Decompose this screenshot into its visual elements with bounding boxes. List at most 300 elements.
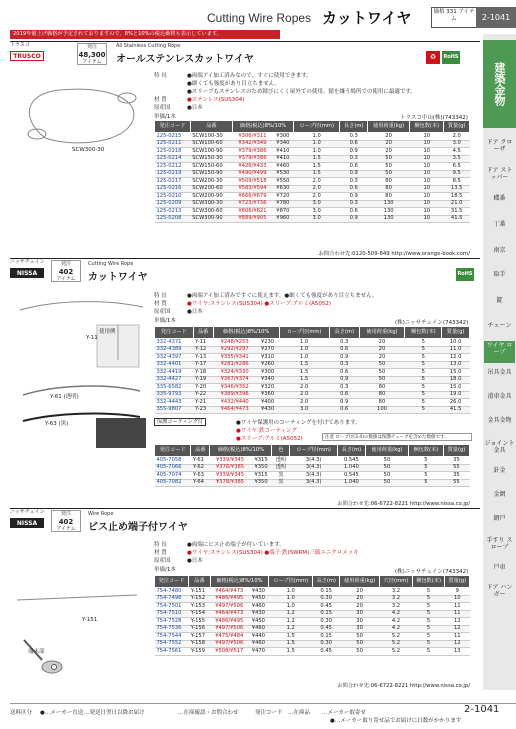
header-page-number: 2-1041 [476,7,516,28]
table-cell: 2.0 [293,178,339,186]
table-cell: 125-0212 [155,163,191,171]
column-header: 品番 [193,327,213,339]
table-cell: 41.5 [444,215,470,223]
table-cell: 2.0 [444,133,470,141]
table-cell: 10 [410,163,444,171]
table-cell: 50 [339,640,379,648]
sec3-image-label-2: 端末部 [28,649,45,655]
table-cell: ¥464/¥473 [213,406,256,414]
table-cell: 5 [408,457,443,465]
table-cell: 5 [405,346,442,354]
table-cell: ¥509/¥518 [233,178,273,186]
footer-next-day: …発送日翌日以降お届け [84,710,145,716]
table-cell: 405-7074 [155,472,191,480]
table-cell: 13.0 [442,361,470,369]
footer-maker-direct: ●…メーカー直送 [40,710,84,716]
footer-order-code: 発注コード [255,710,283,716]
table-cell: ¥497/¥506 [210,603,248,611]
table-row [155,133,470,141]
sidebar-item-door-hanger[interactable]: ドア ハンガー [486,584,513,598]
table-cell: 10 [410,133,444,141]
sec3-origin: ●日本 [187,558,203,564]
table-cell: 15.0 [442,369,470,377]
table-cell: 50 [368,163,410,171]
column-header: ロープ径(mm) [290,445,337,457]
table-cell: 3.2 [380,603,412,611]
table-cell: 0.6 [340,185,368,193]
table-cell: 1.0 [269,595,313,603]
table-cell: SCW100-90 [190,148,232,156]
table-row [155,588,470,596]
table-cell: ¥430 [256,406,279,414]
table-cell: 9.5 [444,170,470,178]
table-row [155,208,470,216]
table-cell: 50 [339,633,379,641]
table-cell: ¥486/¥495 [210,618,248,626]
table-cell: 0.6 [329,391,359,399]
table-cell: 2.0 [279,391,329,399]
sec2-coating-note: 注意 ロープ径(3.4)の数値は保護チューブを含めた数値です。 [322,433,472,441]
column-header: 発注コード [155,445,191,457]
table-cell: 5 [405,339,442,347]
table-cell: 20 [368,140,410,148]
table-cell: ¥806/¥821 [233,208,273,216]
table-cell: Y-155 [189,618,211,626]
table-cell: ¥379/¥386 [233,148,273,156]
table-cell: ¥630 [272,185,293,193]
table-row [155,464,470,472]
table-cell: 125-0209 [155,200,191,208]
sec1-brand-logo: TRUSCO [10,51,44,61]
table-cell: ¥666/¥679 [233,193,273,201]
column-header: 長さ(m) [340,121,368,133]
table-cell: 1.0 [293,148,339,156]
table-cell: 5 [405,406,442,414]
footer-order-in: …メーカー取寄せ [322,710,366,716]
table-cell: 1.0 [269,603,313,611]
table-cell: 332-4419 [155,369,194,377]
table-cell: 20 [339,588,379,596]
sidebar-item-wire-rope[interactable]: ワイヤ ロープ [484,341,515,363]
table-cell: 5 [405,391,442,399]
table-cell: 20 [359,339,404,347]
table-cell: ¥300 [256,369,279,377]
table-cell: 10 [410,208,444,216]
table-cell: 0.3 [329,384,359,392]
sec1-image-label: SCW300-30 [72,147,105,153]
table-header-row [155,445,470,457]
table-cell: 1.5 [269,648,313,656]
table-cell: 335-9793 [155,391,194,399]
table-cell: SCW200-60 [190,185,232,193]
table-cell: 0.6 [329,346,359,354]
column-header: 質量(g) [443,445,469,457]
table-cell: 4.2 [380,625,412,633]
table-cell: Y-151 [189,588,211,596]
table-cell: 0.45 [313,603,340,611]
table-cell: 3.0 [293,208,339,216]
table-cell: ¥339/¥345 [210,472,250,480]
sec2-item-count: 発注 402 アイテム [51,260,81,282]
table-cell: 12 [445,618,470,626]
table-cell: 80 [368,185,410,193]
sidebar-item-hinge2[interactable]: 丁番 [493,221,506,228]
table-cell: Y-17 [193,361,213,369]
sec2-coating-feature: ●ワイヤ保護用のコーティングを付けてあります。 [236,420,361,426]
table-cell: 50 [366,472,409,480]
table-cell: 50 [366,457,409,465]
sidebar-item-handrail[interactable]: 手すり スロープ [486,537,513,551]
table-cell: 5 [412,618,445,626]
table-cell: 50 [359,361,404,369]
rohs-icon: RoHS [456,268,474,281]
table-row [155,618,470,626]
table-cell: 3.2 [380,595,412,603]
sec1-contact: お問合わせ先:0120-509-849 http://www.orange-book.com/ [318,251,470,257]
table-cell: 30 [339,610,379,618]
table-cell: SCW100-60 [190,140,232,148]
table-cell: ¥475/¥484 [210,633,248,641]
table-cell: 5 [405,369,442,377]
table-row [155,648,470,656]
table-cell: 20 [339,603,379,611]
table-row [155,215,470,223]
table-cell: 3(4.3) [290,472,337,480]
table-cell: 3.0 [279,406,329,414]
table-cell: 5.2 [380,633,412,641]
table-cell: SCW300-60 [190,208,232,216]
sec1-feature-label: 特 長 [154,73,167,79]
sec2-product-name: カットワイヤ [88,272,148,283]
column-header: 発注コード [155,576,189,588]
table-header-row [155,576,470,588]
sec3-feature-1: ●両端にビス止め端子が付いています。 [187,542,285,548]
table-cell: 1.0 [279,339,329,347]
sec1-item-count: 発注 48,300 アイテム [78,44,106,65]
table-cell: ¥342/¥349 [233,140,273,148]
footer-order-note: ●…メーカー取り寄せ品でお届けに日数がかかります [330,718,462,724]
table-cell: 26.0 [442,399,470,407]
column-header: 梱包数(本) [412,576,445,588]
table-cell: ¥960 [272,215,293,223]
table-row [155,384,470,392]
sec2-image-label-3: Y-63 (黒) [45,421,69,427]
table-cell: Y-22 [193,391,213,399]
table-cell: 100 [359,406,404,414]
table-cell: ¥780 [272,200,293,208]
table-cell: 1.2 [269,618,313,626]
table-cell: Y-158 [189,640,211,648]
table-cell: 55 [443,479,469,487]
sec2-brand: ニッサチェイン [10,259,45,265]
sidebar-item-hardware[interactable]: 金具金物 [487,417,512,424]
sec1-feature-3: ●スリーブもステンレスのため錆びにくく屋外での使用、錆を嫌う場所での使用に最適です。 [187,89,416,95]
sec1-material: ●ステンレス(SUS304) [187,97,245,103]
table-cell: 0.15 [313,588,340,596]
column-header: ロープ径(mm) [293,121,339,133]
table-header-row [155,121,470,133]
table-cell: ¥410 [272,148,293,156]
table-cell: 0.9 [329,354,359,362]
table-row [155,595,470,603]
table-cell: 12 [445,640,470,648]
column-header: ロープ径(mm) [279,327,329,339]
section-divider [10,41,480,42]
table-row [155,354,470,362]
table-cell: ¥300 [272,133,293,141]
table-cell: 5.2 [380,640,412,648]
table-cell: 0.15 [313,610,340,618]
table-cell: 3.2 [380,588,412,596]
sec1-origin-label: 原産国 [154,105,171,111]
table-cell: 1.040 [337,464,365,472]
sec1-maker: トラスコ中山(株)(743342) [400,115,468,121]
table-cell: 405-7066 [155,464,191,472]
table-cell: 3.5 [444,155,470,163]
table-cell: ¥426/¥433 [233,163,273,171]
table-cell: 黒 [272,479,290,487]
table-cell: ¥281/¥286 [213,361,256,369]
sidebar-item-chain[interactable]: チェーン [487,322,512,329]
column-header: 品番 [190,121,232,133]
table-cell: ¥230 [256,339,279,347]
table-cell: ¥346/¥352 [213,384,256,392]
table-cell: 1.5 [293,170,339,178]
price-notice: 2019年値上げ価格が予定されておりますので、8%と10%の税込価格も表示しています。 [10,30,280,39]
table-cell: 0.545 [337,457,365,465]
table-cell: 1.5 [269,640,313,648]
eco-icon: ♻ [426,51,440,64]
table-cell: 20 [359,354,404,362]
table-cell: 5 [405,384,442,392]
table-cell: Y-63 [191,472,210,480]
table-cell: ¥350 [250,479,272,487]
table-cell: 125-0218 [155,148,191,156]
table-cell: ¥379/¥386 [233,155,273,163]
sec3-contact: お問合わせ先:06-6722-8221 http://www.nissa.co.jp/ [337,683,470,689]
sec1-wire-image [15,78,140,148]
table-cell: ¥464/¥473 [210,610,248,618]
table-cell: Y-154 [189,610,211,618]
table-cell: Y-23 [193,406,213,414]
table-cell: 13.5 [444,185,470,193]
sidebar-item-screen[interactable]: 網戸 [493,515,506,522]
table-cell: 1.5 [293,155,339,163]
table-cell: 55 [443,464,469,472]
table-cell: 2.0 [293,185,339,193]
sec3-wire-image [12,575,142,685]
table-cell: 125-0211 [155,140,191,148]
sidebar-item-joint[interactable]: ジョイント 金具 [484,440,515,454]
column-header: 梱包数(本) [405,327,442,339]
table-cell: 335-6582 [155,384,194,392]
table-cell: ¥723/¥736 [233,200,273,208]
table-row [155,369,470,377]
table-cell: ¥340 [272,140,293,148]
table-cell: 1.0 [279,346,329,354]
column-header: 穴径(mm) [380,576,412,588]
table-row [155,200,470,208]
table-cell: ¥335/¥341 [213,354,256,362]
sec3-maker: (株)ニッサチェイン(743342) [395,569,469,575]
table-cell: 透明 [272,464,290,472]
column-header: 発注コード [155,121,191,133]
sidebar-item-hanging[interactable]: 吊具金具 [487,369,512,376]
sec2-coating-box: 保護コーティング付 [154,418,206,426]
table-cell: 125-0215 [155,133,191,141]
table-cell: 130 [368,208,410,216]
sec2-coating-material-1: ●ワイヤ:鉄コーティング [236,428,297,434]
sec2-image-label-2: Y-61 (透明) [50,394,79,400]
sidebar-item-door-stopper[interactable]: ドア ストッパー [486,167,513,181]
sidebar-item-hinge[interactable]: 蝶番 [493,195,506,202]
column-header: 使用荷重(kg) [339,576,379,588]
table-cell: 405-7082 [155,479,191,487]
footer-stock: …在庫品 [288,710,311,716]
table-cell: ¥470 [248,648,268,656]
sec2-maker: (株)ニッサチェイン(743342) [395,320,469,326]
column-header: 価格(税込)8%/10% [210,576,268,588]
table-cell: 2.0 [293,193,339,201]
table-cell: 754-7510 [155,610,189,618]
sec2-material-label: 材 質 [154,301,167,307]
sidebar-item-pulley[interactable]: 滑車金具 [487,393,512,400]
table-cell: ¥490/¥499 [233,170,273,178]
table-cell: 1.0 [279,354,329,362]
column-header: 質量(g) [442,327,470,339]
table-cell: 0.6 [329,406,359,414]
sidebar-item-handle[interactable]: 取手 [493,271,506,278]
table-cell: 1.0 [293,133,339,141]
table-cell: ¥720 [272,193,293,201]
table-cell: 754-7552 [155,640,189,648]
sec3-brand-logo: NISSA [10,518,44,528]
table-cell: 0.15 [313,633,340,641]
sec2-origin: ●日本 [187,309,203,315]
table-cell: 5 [408,472,443,480]
table-cell: 5 [412,633,445,641]
table-cell: ¥400 [256,399,279,407]
table-row [155,399,470,407]
table-cell: 0.45 [313,625,340,633]
table-cell: ¥260 [256,361,279,369]
table-cell: ¥389/¥396 [213,391,256,399]
sec3-feature-label: 特 長 [154,542,167,548]
table-cell: 3(4.3) [290,457,337,465]
sec1-feature-2: ●細くても強度があり目立ちません。 [187,81,281,87]
sec2-usage-label: 使用例 [99,329,116,335]
table-row [155,610,470,618]
table-cell: 80 [359,399,404,407]
sidebar-item-nankin[interactable]: 南京 [493,247,506,254]
table-cell: 0.3 [329,361,359,369]
table-row [155,457,470,465]
table-cell: Y-62 [191,464,210,472]
table-row [155,472,470,480]
table-row [155,640,470,648]
sec1-feature-1: ●両端アイ加工済みなので、すぐに使用できます。 [187,73,312,79]
table-row [155,406,470,414]
sec3-material-label: 材 質 [154,550,167,556]
table-cell: 50 [339,648,379,656]
table-cell: 0.6 [340,163,368,171]
table-cell: 6.5 [444,163,470,171]
column-header: ロープ径(mm) [269,576,313,588]
sidebar-item-wire[interactable]: 針金 [493,467,506,474]
table-cell: 1.0 [293,140,339,148]
table-row [155,140,470,148]
table-cell: 10 [410,170,444,178]
table-row [155,361,470,369]
sec2-usage-photo [96,418,146,448]
table-cell: 5 [408,479,443,487]
column-header: 色 [272,445,290,457]
table-cell: 10 [410,155,444,163]
rohs-icon: RoHS [442,51,460,64]
sec1-material-label: 材 質 [154,97,167,103]
table-cell: 125-0219 [155,170,191,178]
table-row [155,479,470,487]
table-cell: ¥464/¥473 [210,588,248,596]
table-cell: 5 [408,464,443,472]
table-cell: SCW100-30 [190,133,232,141]
table-cell: 19.0 [442,391,470,399]
table-cell: 10 [410,193,444,201]
table-cell: 1.5 [279,376,329,384]
table-cell: 1.2 [269,625,313,633]
table-cell: 1.5 [279,369,329,377]
table-cell: 754-7544 [155,633,189,641]
table-cell: 13 [445,648,470,656]
table-cell: 20 [339,595,379,603]
table-cell: ¥583/¥594 [233,185,273,193]
sidebar-item-mesh[interactable]: 金網 [493,491,506,498]
table-cell: Y-20 [193,384,213,392]
table-cell: ¥350 [250,464,272,472]
table-cell: 125-0216 [155,185,191,193]
column-header: 梱包数(本) [410,121,444,133]
table-cell: 0.3 [329,339,359,347]
table-cell: SCW150-90 [190,170,232,178]
column-header: 梱包数(本) [408,445,443,457]
table-cell: 11 [445,610,470,618]
sidebar-item-door-closer[interactable]: ドア クローザ [486,139,513,153]
table-cell: 754-7561 [155,648,189,656]
table-cell: 31.5 [444,208,470,216]
table-cell: 0.545 [337,472,365,480]
table-cell: 21.0 [444,200,470,208]
table-cell: Y-152 [189,595,211,603]
table-cell: 8.5 [444,178,470,186]
table-cell: ¥248/¥253 [213,339,256,347]
table-cell: ¥378/¥385 [210,464,250,472]
table-cell: 5 [405,399,442,407]
table-cell: 0.9 [340,215,368,223]
table-cell: ¥360 [256,391,279,399]
table-row [155,633,470,641]
sec2-contact: お問合わせ先:06-6722-8221 http://www.nissa.co.jp/ [337,501,470,507]
table-cell: ¥460 [248,640,268,648]
table-cell: 0.45 [313,648,340,656]
table-cell: 4.2 [380,618,412,626]
table-cell: 332-4427 [155,376,194,384]
table-cell: 30 [339,618,379,626]
table-cell: 18.0 [442,376,470,384]
sidebar-item-roller[interactable]: 戸車 [493,564,506,571]
table-cell: 41.5 [442,406,470,414]
sec2-material: ●ワイヤ:ステンレス(SUS304) ●スリーブ:アルミ(A5052) [187,301,332,307]
sidebar-item-lock[interactable]: 錠 [496,297,503,304]
